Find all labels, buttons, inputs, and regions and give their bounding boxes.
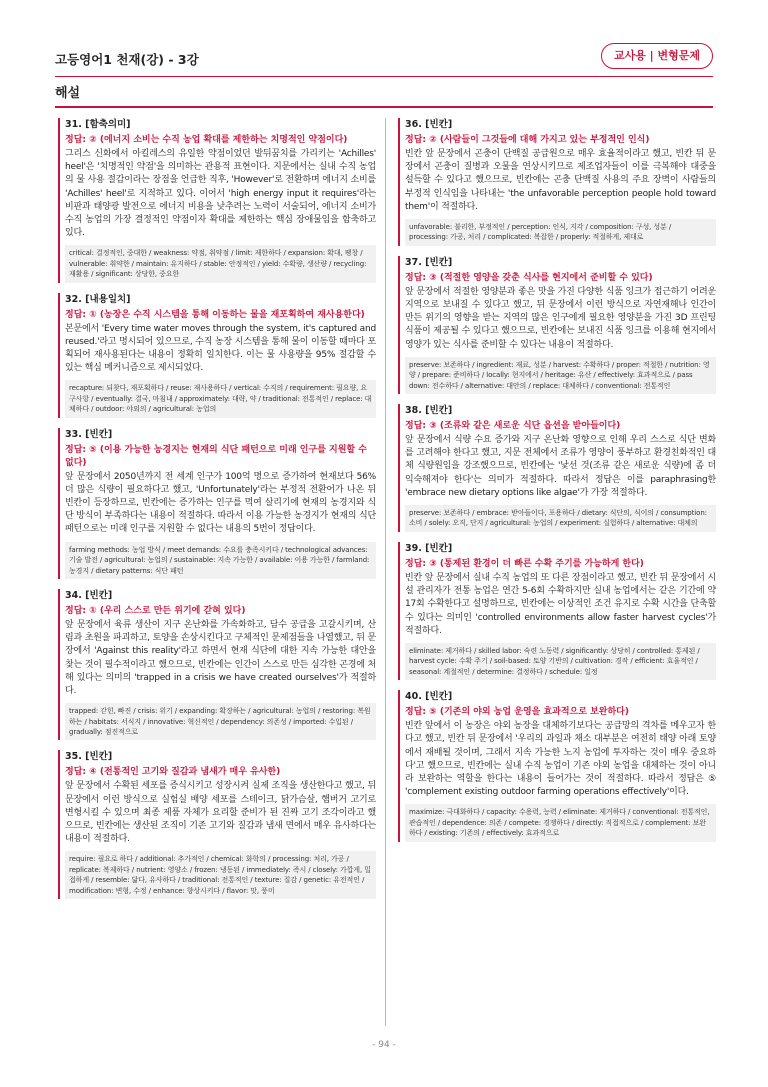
vocab-box: maximize: 극대화하다 / capacity: 수용력, 능력 / eliminate: 제거하다 / conventional: 전통적인, 관습적인 / dependence: 의존 / compete: 경쟁하다 / directly: 직접적으로 / complement: 보완하다 / existing: 기존의 / effectively: 효과적으로 [405, 804, 716, 841]
answer-line: 정답: ② (사람들이 그것들에 대해 가지고 있는 부정적인 인식) [405, 135, 650, 145]
explanation: 빈칸 앞 문장에서 곤충이 단백질 공급원으로 매우 효율적이라고 했고, 빈칸 뒤 문장에서 곤충이 질병과 오물을 연상시키므로 제조업자들이 이를 극복해야 대중을 설득할 수 있다고 했으므로, 빈칸에는 곤충 단백질 사용의 주요 장벽이 사람들의 부정적 인식임을 나타내는 'the unfavorable perception people hold toward them'이 적절하다. [405, 149, 716, 212]
explanation: 앞 문장에서 수확된 세포를 증식시키고 성장시켜 실제 조직을 생산한다고 했고, 뒤 문장에서 이런 방식으로 실험실 배양 세포를 스테이크, 닭가슴살, 햄버거 고기로 변형시킬 수 있으며 최종 제품 자체가 요리할 준비가 된 진짜 고기 조각이라고 했으므로, 빈칸에는 생산된 조직이 기존 고기와 질감과 냄새 면에서 매우 유사하다는 내용이 적절하다. [65, 781, 376, 845]
column-divider [385, 118, 386, 1026]
vocab-box: require: 필요로 하다 / additional: 추가적인 / chemical: 화학의 / processing: 처리, 가공 / replicate: 복제하다 / nutrient: 영양소 / frozen: 냉동된 / immediately: 즉시 / closely: 가깝게, 밀접하게 / resemble: 닮다, 유사하다 / traditional: 전통적인 / texture: 질감 / genetic: 유전적인 / modification: 변형, 수정 / enhance: 향상시키다 / flavor: 맛, 풍미 [65, 851, 376, 899]
question-heading: 33. [빈칸] [65, 428, 113, 440]
question-heading: 31. [함축의미] [65, 119, 131, 130]
question-37 [398, 256, 716, 394]
teacher-edition-badge: 교사용 | 변형문제 [601, 43, 713, 69]
question-39 [398, 542, 716, 680]
answer-line: 정답: ③ (적절한 영양을 갖춘 식사를 현지에서 준비할 수 있다) [405, 272, 653, 283]
page-header [55, 40, 713, 76]
question-40 [398, 690, 716, 841]
vocab-box: trapped: 갇힌, 빠진 / crisis: 위기 / expanding: 확장하는 / agricultural: 농업의 / restoring: 복원하는 / habitats: 서식지 / innovative: 혁신적인 / dependency: 의존성 / imported: 수입된 / gradually: 점진적으로 [65, 703, 376, 740]
page-title: 고등영어1 천재(강) - 3강 [55, 52, 199, 67]
header-rule [55, 76, 713, 77]
vocab-box: eliminate: 제거하다 / skilled labor: 숙련 노동력 / significantly: 상당히 / controlled: 통제된 / harvest cycle: 수확 주기 / soil-based: 토양 기반의 / cultivation: 경작 / efficient: 효율적인 / seasonal: 계절적인 / determine: 결정하다 / schedule: 일정 [405, 643, 716, 680]
question-34 [58, 589, 376, 740]
vocab-box: farming methods: 농업 방식 / meet demands: 수요를 충족시키다 / technological advances: 기술 발전 / agricultural: 농업의 / sustainable: 지속 가능한 / available: 이용 가능한 / farmland: 농경지 / dietary patterns: 식단 패턴 [65, 542, 376, 579]
vocab-box: unfavorable: 불리한, 부정적인 / perception: 인식, 지각 / composition: 구성, 성분 / processing: 가공, 처리 / complicated: 복잡한 / properly: 적절하게, 제대로 [405, 219, 716, 246]
question-heading: 35. [빈칸] [65, 751, 113, 763]
question-38 [398, 404, 716, 532]
question-32 [58, 293, 376, 418]
explanation: 앞 문장에서 적절한 영양분과 좋은 맛을 가진 다양한 식품 잉크가 접근하기 어려운 지역으로 보내질 수 있다고 했고, 뒤 문장에서 이런 방식으로 자연재해나 인간이 만든 위기의 영향을 받는 지역의 많은 인구에게 필요한 영양분을 가진 3D 프린팅 식품이 제공될 수 있다고 했으므로, 빈칸에는 보내진 식품 잉크를 이용해 현지에서 영양가 있는 식사를 준비할 수 있다는 내용이 적절하다. [405, 286, 716, 350]
explanation: 그리스 신화에서 아킬레스의 유일한 약점이었던 발뒤꿈치를 가리키는 'Achilles' heel'은 '치명적인 약점'을 의미하는 관용적 표현이다. 지문에서는 실내 수직 농업의 물 사용 절감이라는 장점을 언급한 직후, 'However'로 전환하며 에너지 소비를 'Achilles' heel'로 지적하고 있다. 이어서 'high energy input it requires'라는 비판과 태양광 발전으로 에너지 비용을 낮추려는 노력이 서술되어, 에너지 소비가 수직 농업의 가장 결정적인 약점이자 확대를 제한하는 핵심 장애물임을 함축하고 있다. [65, 149, 376, 239]
explanation: 본문에서 'Every time water moves through the system, it's captured and reused.'라고 명시되어 있으므로, 수직 농장 시스템을 통해 물이 이동할 때마다 포획되어 재사용된다는 내용이 정확히 일치한다. 이는 물 사용량을 95% 절감할 수 있는 핵심 메커니즘으로 제시되었다. [65, 323, 376, 374]
vocab-box: preserve: 보존하다 / ingredient: 재료, 성분 / harvest: 수확하다 / proper: 적절한 / nutrition: 영양 / prepare: 준비하다 / locally: 현지에서 / heritage: 유산 / effectively: 효과적으로 / pass down: 전수하다 / alternative: 대안의 / replace: 대체하다 / conventional: 전통적인 [405, 357, 716, 394]
right-column [398, 118, 716, 852]
answer-line: 정답: ⑤ (이용 가능한 농경지는 현재의 식단 패턴으로 미래 인구를 지원할 수 없다) [65, 444, 367, 468]
answer-line: 정답: ② (에너지 소비는 수직 농업 확대를 제한하는 치명적인 약점이다) [65, 135, 348, 145]
question-heading: 40. [빈칸] [405, 691, 453, 703]
page-number: - 94 - [372, 1040, 396, 1050]
answer-line: 정답: ① (농장은 수직 시스템을 통해 이동하는 물을 재포획하여 재사용한다) [65, 309, 365, 320]
explanation: 앞 문장에서 식량 수요 증가와 지구 온난화 영향으로 인해 우리 스스로 식단 변화를 고려해야 한다고 했고, 지문 전체에서 조류가 영양이 풍부하고 환경친화적인 대체 식량원임을 강조했으므로, 빈칸에는 '낯선 것(조류 같은 새로운 식량)에 좀 더 익숙해져야 한다'는 의미가 적절하다. 따라서 정답은 이를 paraphrasing한 'embrace new dietary options like algae'가 가장 적절하다. [405, 435, 716, 498]
question-heading: 34. [빈칸] [65, 589, 113, 601]
question-heading: 32. [내용일치] [65, 293, 131, 305]
explanation: 빈칸 앞 문장에서 실내 수직 농업의 또 다른 장점이라고 했고, 빈칸 뒤 문장에서 시설 관리자가 전통 농업은 연간 5-6회 수확하지만 실내 농업에서는 같은 기간에 약 17회 수확한다고 설명하므로, 빈칸에는 이상적인 조건 유지로 수확 시간을 단축할 수 있다는 의미인 'controlled environments allow faster harvest cycles'가 적절하다. [405, 572, 716, 636]
answer-line: 정답: ④ (전통적인 고기와 질감과 냄새가 매우 유사한) [65, 767, 281, 778]
question-36 [398, 118, 716, 246]
vocab-box: recapture: 되찾다, 재포획하다 / reuse: 재사용하다 / vertical: 수직의 / requirement: 필요량, 요구사항 / eventually: 결국, 마침내 / approximately: 대략, 약 / traditional: 전통적인 / replace: 대체하다 / outdoor: 야외의 / agricultural: 농업의 [65, 380, 376, 417]
explanation: 앞 문장에서 육류 생산이 지구 온난화를 가속화하고, 담수 공급을 고갈시키며, 산림과 초원을 파괴하고, 토양을 손상시킨다고 구체적인 문제점들을 나열했고, 뒤 문장에서 'Against this reality'라고 하면서 현재 식단에 대한 지속 가능한 대안을 찾는 것이 필수적이라고 했으므로, 빈칸에는 인간이 스스로 만든 심각한 곤경에 처해 있다는 의미의 'trapped in a crisis we have created ourselves'가 적절하다. [65, 619, 376, 696]
question-heading: 39. [빈칸] [405, 542, 453, 554]
answer-line: 정답: ③ (조류와 같은 새로운 식단 옵션을 받아들이다) [405, 421, 621, 432]
section-title: 해설 [55, 86, 81, 101]
vocab-box: preserve: 보존하다 / embrace: 받아들이다, 포용하다 / dietary: 식단의, 식이의 / consumption: 소비 / solely: 오직, 단지 / agricultural: 농업의 / experiment: 실험하다 / alternative: 대체의 [405, 505, 716, 532]
question-heading: 37. [빈칸] [405, 256, 453, 268]
question-heading: 36. [빈칸] [405, 119, 453, 130]
explanation: 빈칸 앞에서 이 농장은 야외 농장을 대체하기보다는 공급망의 격차를 메우고자 한다고 했고, 빈칸 뒤 문장에서 '우리의 과일과 채소 대부분은 여전히 태양 아래 토양에서 재배될 것이며, 그래서 지속 가능한 노지 농업에 투자하는 것이 매우 중요하다'고 했으므로, 빈칸에는 실내 수직 농업이 기존 야외 농업을 대체하는 것이 아니라 보완하는 역할을 한다는 내용이 들어가는 것이 적절하다. 따라서 정답은 ⑤ 'complement existing outdoor farming operations effectively'이다. [405, 721, 716, 798]
question-heading: 38. [빈칸] [405, 405, 453, 417]
answer-line: 정답: ③ (통제된 환경이 더 빠른 수확 주기를 가능하게 한다) [405, 558, 644, 569]
answer-line: 정답: ⑤ (기존의 야외 농업 운영을 효과적으로 보완하다) [405, 707, 629, 718]
question-35 [58, 750, 376, 899]
question-31 [58, 118, 376, 283]
question-33 [58, 428, 376, 579]
explanation: 앞 문장에서 2050년까지 전 세계 인구가 100억 명으로 증가하여 현재보다 56% 더 많은 식량이 필요하다고 했고, 'Unfortunately'라는 부정적 전환어가 나온 뒤 빈칸이 등장하므로, 빈칸에는 증가하는 인구를 먹여 살리기에 현재의 농경지와 식단 방식이 부족하다는 내용이 적절하다. 따라서 이용 가능한 농경지가 현재의 식단 패턴으로는 미래 인구를 지원할 수 없다는 내용의 5번이 정답이다. [65, 471, 376, 535]
vocab-box: critical: 결정적인, 중대한 / weakness: 약점, 취약점 / limit: 제한하다 / expansion: 확대, 팽창 / vulnerable: 취약한 / maintain: 유지하다 / stable: 안정적인 / yield: 수확량, 생산량 / recycling: 재활용 / significant: 상당한, 중요한 [65, 245, 376, 282]
left-column [58, 118, 376, 909]
answer-line: 정답: ① (우리 스스로 만든 위기에 갇혀 있다) [65, 605, 246, 616]
section-rule [55, 106, 713, 108]
